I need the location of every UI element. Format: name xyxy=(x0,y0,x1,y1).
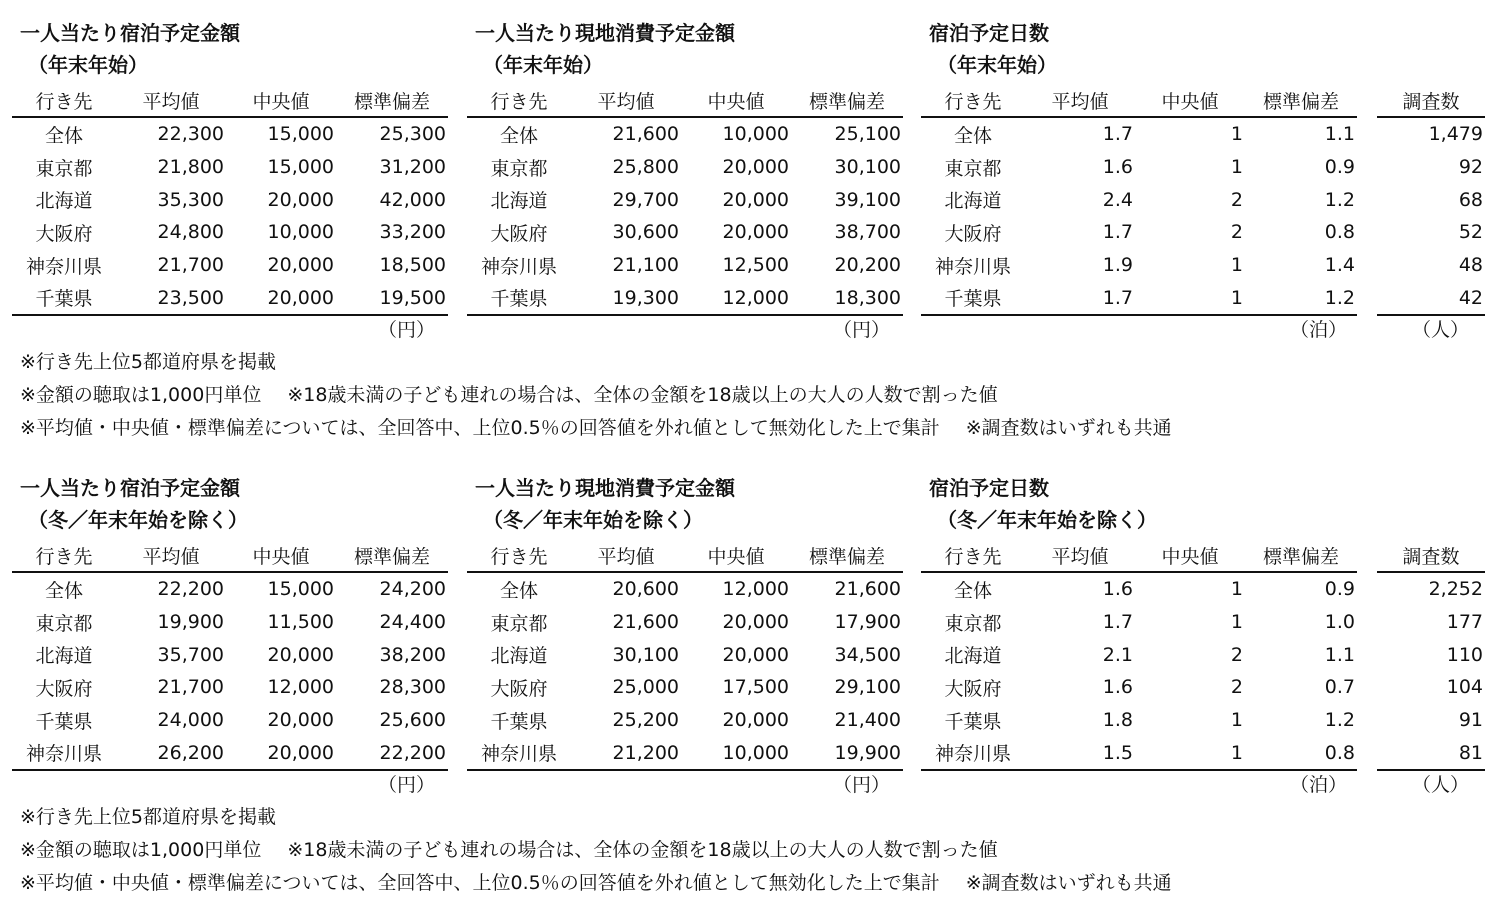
table-row xyxy=(921,216,1357,249)
mean-cell: 1.6 xyxy=(1102,676,1133,699)
stdev-cell: 19,900 xyxy=(791,736,903,770)
destination-cell: 東京都 xyxy=(35,157,93,180)
survey-block-winter xyxy=(0,455,1510,917)
stdev-cell: 42,000 xyxy=(379,188,446,211)
col-mean-header: 平均値 xyxy=(571,540,681,572)
table-row xyxy=(921,638,1357,671)
destination-cell: 北海道 xyxy=(944,645,1002,668)
footnote-outliers: ※平均値・中央値・標準偏差については、全回答中、上位0.5％の回答値を外れ値として無効化した上で集計 xyxy=(20,417,940,439)
table-row xyxy=(1377,281,1485,315)
destination-cell: 神奈川県 xyxy=(921,736,1025,770)
table-row xyxy=(1377,704,1485,737)
footnote-top5: ※行き先上位5都道府県を掲載 xyxy=(20,351,277,373)
destination-cell: 北海道 xyxy=(35,645,93,668)
table-row xyxy=(467,736,903,770)
stdev-cell: 29,100 xyxy=(834,676,901,699)
footnote-common-count: ※調査数はいずれも共通 xyxy=(965,417,1172,439)
col-mean-header: 平均値 xyxy=(571,85,681,117)
local-spend-title-period: （年末年始） xyxy=(483,53,603,77)
table-row xyxy=(1377,117,1485,151)
table-row xyxy=(12,281,448,315)
destination-cell: 千葉県 xyxy=(35,710,93,733)
stdev-cell: 18,300 xyxy=(791,281,903,315)
table-header-row xyxy=(1377,85,1485,117)
stdev-cell: 25,100 xyxy=(834,123,901,146)
mean-cell: 26,200 xyxy=(116,736,226,770)
destination-cell: 北海道 xyxy=(944,190,1002,213)
median-cell: 1 xyxy=(1135,736,1245,770)
col-median-header: 中央値 xyxy=(1135,85,1245,117)
mean-cell: 22,200 xyxy=(157,578,224,601)
stdev-cell: 25,300 xyxy=(379,123,446,146)
destination-cell: 神奈川県 xyxy=(934,255,1011,278)
col-count-header: 調査数 xyxy=(1377,85,1485,117)
nights-title xyxy=(929,17,1057,81)
stdev-cell: 1.0 xyxy=(1324,611,1355,634)
destination-cell: 神奈川県 xyxy=(25,255,102,278)
nights-title-period: （冬／年末年始を除く） xyxy=(937,508,1157,532)
col-count-header: 調査数 xyxy=(1377,540,1485,572)
table-row xyxy=(467,606,903,639)
local-spend-title xyxy=(475,17,735,81)
col-destination-header: 行き先 xyxy=(12,85,116,117)
local-spend-table xyxy=(467,85,903,316)
col-stdev-header: 標準偏差 xyxy=(791,540,903,572)
destination-cell: 大阪府 xyxy=(35,222,93,245)
table-row xyxy=(1377,671,1485,704)
table-row xyxy=(467,281,903,315)
table-row xyxy=(921,736,1357,770)
table-header-row xyxy=(921,85,1357,117)
table-row xyxy=(1377,249,1485,282)
median-cell: 20,000 xyxy=(722,643,789,666)
mean-cell: 25,200 xyxy=(612,709,679,732)
sample-count-table xyxy=(1377,540,1485,771)
median-cell: 10,000 xyxy=(681,736,791,770)
table-row xyxy=(1377,151,1485,184)
table-row xyxy=(1377,572,1485,606)
median-cell: 1 xyxy=(1135,281,1245,315)
median-cell: 15,000 xyxy=(267,123,334,146)
nights-title-main: 宿泊予定日数 xyxy=(929,21,1049,45)
destination-cell: 千葉県 xyxy=(944,710,1002,733)
table-row xyxy=(921,249,1357,282)
mean-cell: 1.9 xyxy=(1102,254,1133,277)
destination-cell: 北海道 xyxy=(490,190,548,213)
median-cell: 10,000 xyxy=(267,221,334,244)
table-row xyxy=(1377,216,1485,249)
accommodation-table xyxy=(12,85,448,316)
median-cell: 1 xyxy=(1230,156,1243,179)
median-cell: 1 xyxy=(1230,123,1243,146)
stdev-cell: 0.9 xyxy=(1324,156,1355,179)
stdev-cell: 22,200 xyxy=(336,736,448,770)
mean-cell: 1.7 xyxy=(1102,123,1133,146)
col-destination-header: 行き先 xyxy=(921,540,1025,572)
mean-cell: 1.7 xyxy=(1102,611,1133,634)
mean-cell: 1.7 xyxy=(1102,221,1133,244)
mean-cell: 22,300 xyxy=(157,123,224,146)
footnote-line xyxy=(20,379,1172,412)
unit-yen: （円） xyxy=(833,774,891,796)
count-cell: 68 xyxy=(1458,188,1483,211)
table-header-row xyxy=(467,540,903,572)
median-cell: 1 xyxy=(1230,254,1243,277)
footnote-unit: ※金額の聴取は1,000円単位 xyxy=(20,384,262,406)
destination-cell: 大阪府 xyxy=(35,677,93,700)
stdev-cell: 1.2 xyxy=(1324,709,1355,732)
destination-cell: 全体 xyxy=(44,124,83,147)
table-row xyxy=(1377,736,1485,770)
median-cell: 15,000 xyxy=(267,578,334,601)
median-cell: 20,000 xyxy=(267,254,334,277)
nights-table xyxy=(921,540,1357,771)
median-cell: 20,000 xyxy=(267,643,334,666)
col-destination-header: 行き先 xyxy=(921,85,1025,117)
destination-cell: 大阪府 xyxy=(944,677,1002,700)
unit-yen: （円） xyxy=(378,319,436,341)
median-cell: 2 xyxy=(1230,643,1243,666)
mean-cell: 29,700 xyxy=(612,188,679,211)
unit-yen: （円） xyxy=(833,319,891,341)
mean-cell: 21,600 xyxy=(612,611,679,634)
median-cell: 20,000 xyxy=(226,281,336,315)
table-row xyxy=(467,216,903,249)
stdev-cell: 1.4 xyxy=(1324,254,1355,277)
median-cell: 1 xyxy=(1230,611,1243,634)
table-row xyxy=(12,638,448,671)
median-cell: 12,000 xyxy=(267,676,334,699)
col-stdev-header: 標準偏差 xyxy=(336,540,448,572)
table-row xyxy=(1377,183,1485,216)
footnote-top5: ※行き先上位5都道府県を掲載 xyxy=(20,806,277,828)
median-cell: 20,000 xyxy=(722,611,789,634)
destination-cell: 東京都 xyxy=(490,157,548,180)
table-row xyxy=(921,117,1357,151)
table-row xyxy=(12,572,448,606)
stdev-cell: 0.8 xyxy=(1324,221,1355,244)
footnote-children: ※18歳未満の子ども連れの場合は、全体の金額を18歳以上の大人の人数で割った値 xyxy=(287,839,998,861)
stdev-cell: 18,500 xyxy=(379,254,446,277)
mean-cell: 21,700 xyxy=(157,676,224,699)
local-spend-table xyxy=(467,540,903,771)
destination-cell: 全体 xyxy=(953,124,992,147)
stdev-cell: 1.2 xyxy=(1324,188,1355,211)
count-cell: 1,479 xyxy=(1428,123,1483,146)
destination-cell: 千葉県 xyxy=(490,710,548,733)
mean-cell: 1.6 xyxy=(1102,156,1133,179)
median-cell: 15,000 xyxy=(267,156,334,179)
stdev-cell: 38,700 xyxy=(834,221,901,244)
mean-cell: 1.7 xyxy=(1025,281,1135,315)
destination-cell: 東京都 xyxy=(35,612,93,635)
destination-cell: 全体 xyxy=(499,579,538,602)
table-row xyxy=(921,281,1357,315)
destination-cell: 全体 xyxy=(499,124,538,147)
stdev-cell: 21,600 xyxy=(834,578,901,601)
stdev-cell: 17,900 xyxy=(834,611,901,634)
table-row xyxy=(467,151,903,184)
col-median-header: 中央値 xyxy=(681,540,791,572)
destination-cell: 大阪府 xyxy=(944,222,1002,245)
median-cell: 2 xyxy=(1230,221,1243,244)
local-spend-title-main: 一人当たり現地消費予定金額 xyxy=(475,476,735,500)
col-stdev-header: 標準偏差 xyxy=(791,85,903,117)
mean-cell: 1.6 xyxy=(1102,578,1133,601)
table-row xyxy=(467,704,903,737)
table-header-row xyxy=(1377,540,1485,572)
median-cell: 20,000 xyxy=(722,156,789,179)
destination-cell: 全体 xyxy=(953,579,992,602)
mean-cell: 20,600 xyxy=(612,578,679,601)
median-cell: 1 xyxy=(1230,578,1243,601)
median-cell: 2 xyxy=(1230,676,1243,699)
median-cell: 17,500 xyxy=(722,676,789,699)
accommodation-title-period: （冬／年末年始を除く） xyxy=(28,508,248,532)
nights-title-period: （年末年始） xyxy=(937,53,1057,77)
unit-nights: （泊） xyxy=(1290,774,1348,796)
mean-cell: 25,000 xyxy=(612,676,679,699)
footnote-line xyxy=(20,867,1172,900)
mean-cell: 21,200 xyxy=(571,736,681,770)
table-row xyxy=(467,183,903,216)
stdev-cell: 38,200 xyxy=(379,643,446,666)
unit-people: （人） xyxy=(1412,319,1470,341)
table-row xyxy=(467,117,903,151)
median-cell: 20,000 xyxy=(722,709,789,732)
table-row xyxy=(12,117,448,151)
col-stdev-header: 標準偏差 xyxy=(1245,85,1357,117)
mean-cell: 21,800 xyxy=(157,156,224,179)
stdev-cell: 33,200 xyxy=(379,221,446,244)
mean-cell: 23,500 xyxy=(116,281,226,315)
col-stdev-header: 標準偏差 xyxy=(336,85,448,117)
destination-cell: 神奈川県 xyxy=(467,736,571,770)
median-cell: 11,500 xyxy=(267,611,334,634)
table-row xyxy=(12,736,448,770)
table-header-row xyxy=(921,540,1357,572)
footnote-common-count: ※調査数はいずれも共通 xyxy=(965,872,1172,894)
local-spend-title xyxy=(475,472,735,536)
footnote-line xyxy=(20,834,1172,867)
table-row xyxy=(12,606,448,639)
table-row xyxy=(921,151,1357,184)
mean-cell: 35,700 xyxy=(157,643,224,666)
table-row xyxy=(1377,606,1485,639)
destination-cell: 神奈川県 xyxy=(480,255,557,278)
stdev-cell: 1.1 xyxy=(1324,123,1355,146)
count-cell: 52 xyxy=(1458,221,1483,244)
col-median-header: 中央値 xyxy=(1135,540,1245,572)
stdev-cell: 28,300 xyxy=(379,676,446,699)
stdev-cell: 34,500 xyxy=(834,643,901,666)
mean-cell: 25,800 xyxy=(612,156,679,179)
destination-cell: 北海道 xyxy=(35,190,93,213)
accommodation-title-period: （年末年始） xyxy=(28,53,148,77)
count-cell: 104 xyxy=(1446,676,1483,699)
mean-cell: 24,000 xyxy=(157,709,224,732)
mean-cell: 19,900 xyxy=(157,611,224,634)
median-cell: 1 xyxy=(1230,709,1243,732)
table-header-row xyxy=(12,85,448,117)
stdev-cell: 1.1 xyxy=(1324,643,1355,666)
table-row xyxy=(921,704,1357,737)
stdev-cell: 39,100 xyxy=(834,188,901,211)
destination-cell: 千葉県 xyxy=(467,281,571,315)
table-row xyxy=(467,572,903,606)
mean-cell: 2.1 xyxy=(1102,643,1133,666)
footnote-line xyxy=(20,346,1172,379)
table-row xyxy=(467,249,903,282)
table-row xyxy=(921,183,1357,216)
destination-cell: 東京都 xyxy=(490,612,548,635)
table-row xyxy=(12,183,448,216)
stdev-cell: 0.8 xyxy=(1245,736,1357,770)
stdev-cell: 1.2 xyxy=(1245,281,1357,315)
count-cell: 91 xyxy=(1458,709,1483,732)
col-mean-header: 平均値 xyxy=(116,85,226,117)
count-cell: 42 xyxy=(1377,281,1485,315)
accommodation-title-main: 一人当たり宿泊予定金額 xyxy=(20,476,240,500)
stdev-cell: 30,100 xyxy=(834,156,901,179)
accommodation-title xyxy=(20,472,248,536)
stdev-cell: 21,400 xyxy=(834,709,901,732)
mean-cell: 1.8 xyxy=(1102,709,1133,732)
mean-cell: 24,800 xyxy=(157,221,224,244)
col-mean-header: 平均値 xyxy=(1025,540,1135,572)
col-destination-header: 行き先 xyxy=(467,540,571,572)
median-cell: 12,000 xyxy=(722,578,789,601)
table-row xyxy=(467,638,903,671)
count-cell: 110 xyxy=(1446,643,1483,666)
table-row xyxy=(12,249,448,282)
col-mean-header: 平均値 xyxy=(116,540,226,572)
col-destination-header: 行き先 xyxy=(467,85,571,117)
median-cell: 20,000 xyxy=(722,188,789,211)
col-median-header: 中央値 xyxy=(681,85,791,117)
count-cell: 81 xyxy=(1377,736,1485,770)
table-header-row xyxy=(467,85,903,117)
table-row xyxy=(12,704,448,737)
footnote-unit: ※金額の聴取は1,000円単位 xyxy=(20,839,262,861)
local-spend-title-period: （冬／年末年始を除く） xyxy=(483,508,703,532)
stdev-cell: 31,200 xyxy=(379,156,446,179)
median-cell: 10,000 xyxy=(722,123,789,146)
sample-count-table xyxy=(1377,85,1485,316)
accommodation-table xyxy=(12,540,448,771)
table-header-row xyxy=(12,540,448,572)
mean-cell: 21,100 xyxy=(612,254,679,277)
count-cell: 48 xyxy=(1458,254,1483,277)
unit-yen: （円） xyxy=(378,774,436,796)
nights-title-main: 宿泊予定日数 xyxy=(929,476,1049,500)
median-cell: 12,500 xyxy=(722,254,789,277)
median-cell: 20,000 xyxy=(722,221,789,244)
col-median-header: 中央値 xyxy=(226,540,336,572)
median-cell: 20,000 xyxy=(267,709,334,732)
table-row xyxy=(921,572,1357,606)
mean-cell: 30,100 xyxy=(612,643,679,666)
stdev-cell: 0.7 xyxy=(1324,676,1355,699)
footnote-outliers: ※平均値・中央値・標準偏差については、全回答中、上位0.5％の回答値を外れ値として無効化した上で集計 xyxy=(20,872,940,894)
median-cell: 20,000 xyxy=(226,736,336,770)
mean-cell: 2.4 xyxy=(1102,188,1133,211)
destination-cell: 東京都 xyxy=(944,612,1002,635)
footnote-line xyxy=(20,801,1172,834)
destination-cell: 神奈川県 xyxy=(12,736,116,770)
nights-table xyxy=(921,85,1357,316)
table-row xyxy=(467,671,903,704)
col-mean-header: 平均値 xyxy=(1025,85,1135,117)
mean-cell: 21,600 xyxy=(612,123,679,146)
col-median-header: 中央値 xyxy=(226,85,336,117)
count-cell: 2,252 xyxy=(1428,578,1483,601)
stdev-cell: 24,400 xyxy=(379,611,446,634)
footnotes xyxy=(20,346,1172,445)
unit-people: （人） xyxy=(1412,774,1470,796)
mean-cell: 1.5 xyxy=(1025,736,1135,770)
destination-cell: 全体 xyxy=(44,579,83,602)
table-row xyxy=(12,216,448,249)
table-row xyxy=(12,151,448,184)
accommodation-title xyxy=(20,17,240,81)
footnote-line xyxy=(20,412,1172,445)
stdev-cell: 24,200 xyxy=(379,578,446,601)
destination-cell: 大阪府 xyxy=(490,677,548,700)
stdev-cell: 20,200 xyxy=(834,254,901,277)
unit-nights: （泊） xyxy=(1290,319,1348,341)
median-cell: 20,000 xyxy=(267,188,334,211)
destination-cell: 千葉県 xyxy=(12,281,116,315)
destination-cell: 大阪府 xyxy=(490,222,548,245)
median-cell: 12,000 xyxy=(681,281,791,315)
count-cell: 177 xyxy=(1446,611,1483,634)
table-row xyxy=(921,606,1357,639)
mean-cell: 19,300 xyxy=(571,281,681,315)
nights-title xyxy=(929,472,1157,536)
destination-cell: 東京都 xyxy=(944,157,1002,180)
median-cell: 2 xyxy=(1230,188,1243,211)
mean-cell: 35,300 xyxy=(157,188,224,211)
stdev-cell: 25,600 xyxy=(379,709,446,732)
destination-cell: 千葉県 xyxy=(921,281,1025,315)
col-destination-header: 行き先 xyxy=(12,540,116,572)
table-row xyxy=(1377,638,1485,671)
col-stdev-header: 標準偏差 xyxy=(1245,540,1357,572)
table-row xyxy=(921,671,1357,704)
footnote-children: ※18歳未満の子ども連れの場合は、全体の金額を18歳以上の大人の人数で割った値 xyxy=(287,384,998,406)
footnotes xyxy=(20,801,1172,900)
stdev-cell: 19,500 xyxy=(336,281,448,315)
mean-cell: 21,700 xyxy=(157,254,224,277)
accommodation-title-main: 一人当たり宿泊予定金額 xyxy=(20,21,240,45)
mean-cell: 30,600 xyxy=(612,221,679,244)
destination-cell: 北海道 xyxy=(490,645,548,668)
count-cell: 92 xyxy=(1458,156,1483,179)
local-spend-title-main: 一人当たり現地消費予定金額 xyxy=(475,21,735,45)
stdev-cell: 0.9 xyxy=(1324,578,1355,601)
table-row xyxy=(12,671,448,704)
